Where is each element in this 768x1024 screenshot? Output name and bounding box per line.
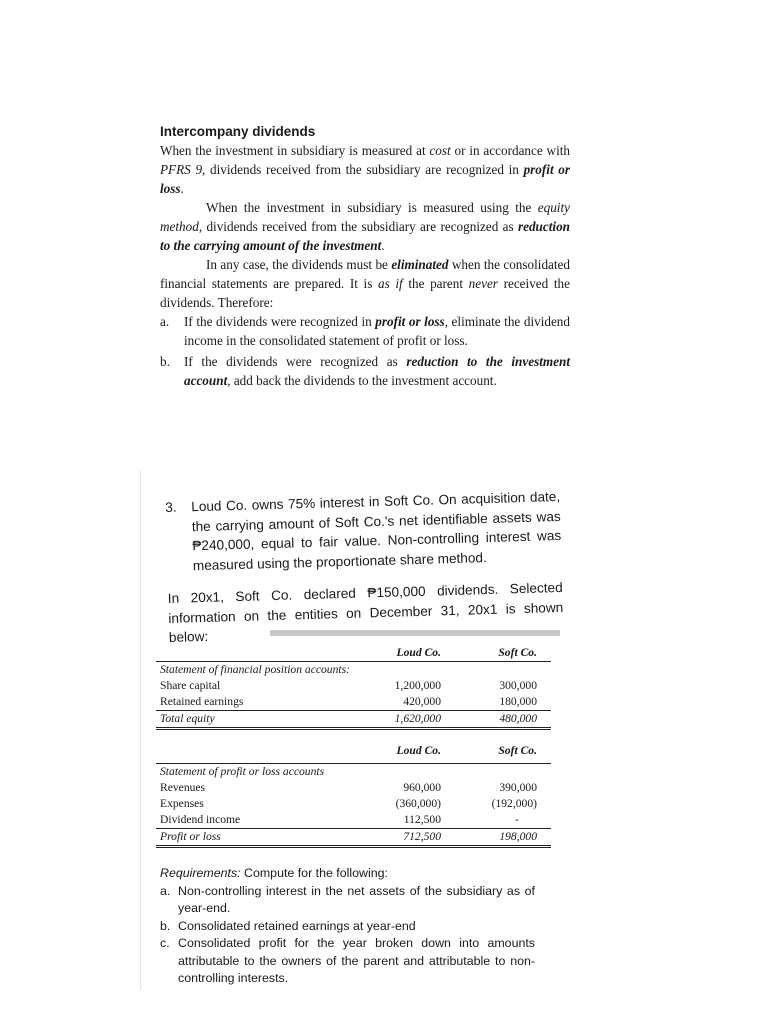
list-marker: b. [160, 918, 171, 933]
table-row [156, 694, 551, 710]
cell-soft: 180,000 [499, 695, 537, 708]
table-row [156, 796, 551, 812]
paragraph-equity-method: When the investment in subsidiary is measured using the equity method, dividends received from the subsidiary are recognized as reduction to the carrying amount of the investment. [160, 200, 570, 253]
cell-soft: 198,000 [499, 830, 537, 843]
table-header-row [156, 645, 551, 661]
cell-soft: 300,000 [499, 679, 537, 692]
row-label: Share capital [160, 679, 221, 692]
column-header-soft: Soft Co. [498, 744, 537, 757]
list-marker: a. [160, 314, 170, 329]
table-section-label-row [156, 763, 551, 780]
cell-loud: 420,000 [403, 695, 441, 708]
row-label: Profit or loss [160, 830, 221, 843]
list-item-text: Consolidated profit for the year broken down into amounts attributable to the owners of the parent and attributable to non-controlling interests. [178, 936, 535, 985]
list-item [160, 935, 535, 988]
requirements-heading: Requirements: Compute for the following: [160, 866, 388, 880]
elimination-list [160, 312, 570, 390]
paragraph-elimination: In any case, the dividends must be eliminated when the consolidated financial statements are prepared. It is as if the parent never received the dividends. Therefore: [160, 257, 570, 310]
list-item-text: Non-controlling interest in the net assets of the subsidiary as of year-end. [178, 883, 535, 915]
cell-loud: 112,500 [403, 813, 441, 826]
row-label: Total equity [160, 712, 215, 725]
page-edge-shadow [140, 470, 141, 990]
table-row [156, 780, 551, 796]
cell-soft: 390,000 [499, 781, 537, 794]
table-row [156, 678, 551, 694]
row-label: Retained earnings [160, 695, 244, 708]
scan-artifact-bar [270, 630, 560, 636]
requirements-section [160, 865, 535, 988]
problem-number: 3. [165, 499, 177, 515]
list-item [160, 918, 535, 936]
financial-position-table [156, 645, 551, 730]
section-label: Statement of profit or loss accounts [160, 765, 325, 778]
list-marker: c. [160, 936, 170, 950]
cell-soft: - [515, 813, 519, 826]
profit-loss-table [156, 743, 551, 848]
list-item [160, 352, 570, 390]
problem-text: Loud Co. owns 75% interest in Soft Co. On acquisition date, the carrying amount of Soft Co.'s net identifiable assets was ₱240,000, equal to fair value. Non-controlling interest was measured using the proportionate share method. [191, 488, 562, 573]
intercompany-dividends-section [160, 122, 570, 390]
cell-soft: 480,000 [499, 712, 537, 725]
column-header-soft: Soft Co. [498, 646, 537, 659]
table-row [156, 812, 551, 828]
table-header-row [156, 743, 551, 759]
column-header-loud: Loud Co. [396, 744, 441, 757]
list-item-text: If the dividends were recognized in profit or loss, eliminate the dividend income in the consolidated statement of profit or loss. [184, 314, 570, 348]
table-total-row [156, 828, 551, 848]
row-label: Expenses [160, 797, 204, 810]
list-marker: a. [160, 883, 171, 898]
cell-loud: 1,620,000 [394, 712, 441, 725]
section-title: Intercompany dividends [160, 124, 316, 139]
problem-paragraph: In 20x1, Soft Co. declared ₱150,000 dividends. Selected information on the entities on December 31, 20x1 is shown below: [167, 579, 564, 645]
list-marker: b. [160, 354, 170, 369]
row-label: Dividend income [160, 813, 241, 826]
table-total-row [156, 710, 551, 730]
column-header-loud: Loud Co. [396, 646, 441, 659]
section-label: Statement of financial position accounts: [160, 663, 350, 676]
table-section-label-row [156, 661, 551, 678]
list-item-text: Consolidated retained earnings at year-end [178, 918, 416, 933]
cell-loud: 712,500 [403, 830, 441, 843]
list-item [160, 312, 570, 350]
cell-loud: 1,200,000 [394, 679, 441, 692]
cell-loud: 960,000 [403, 781, 441, 794]
cell-soft: (192,000) [491, 797, 537, 810]
cell-loud: (360,000) [395, 797, 441, 810]
problem-statement [165, 487, 562, 576]
problem-section [165, 487, 564, 647]
list-item-text: If the dividends were recognized as reduction to the investment account, add back the dividends to the investment account. [184, 354, 570, 388]
row-label: Revenues [160, 781, 206, 794]
list-item [160, 883, 535, 918]
requirements-list [160, 883, 535, 988]
paragraph-cost-method: When the investment in subsidiary is measured at cost or in accordance with PFRS 9, dividends received from the subsidiary are recognized in profit or loss. [160, 143, 571, 196]
